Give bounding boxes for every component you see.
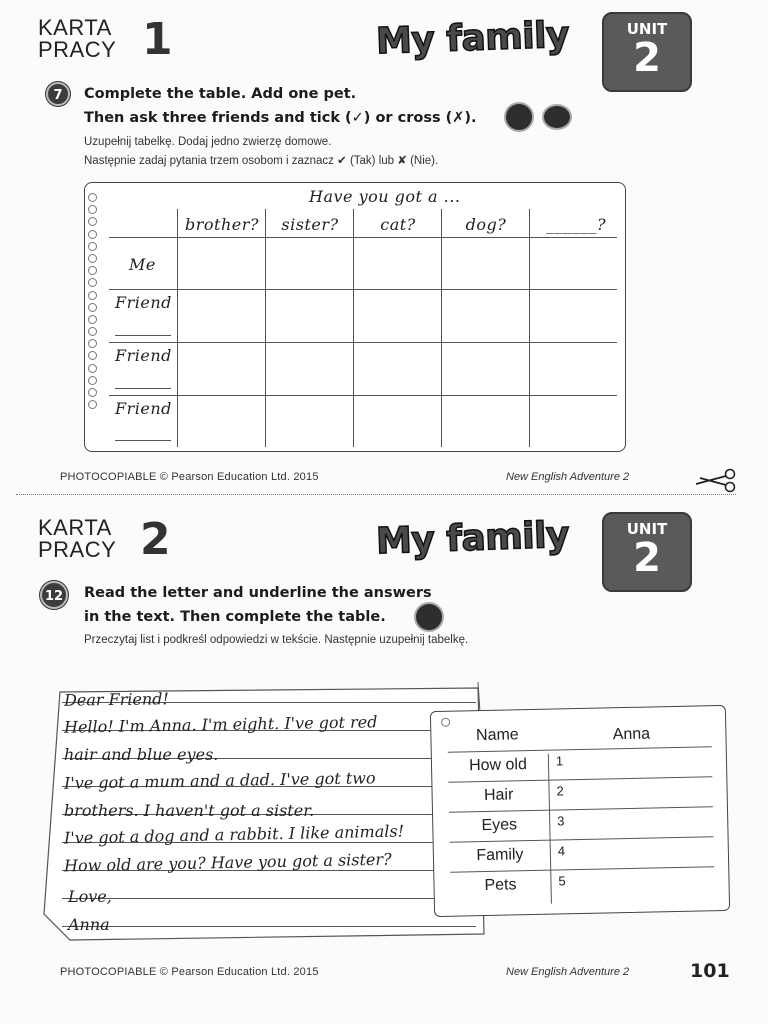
- letter-line-1: Dear Friend!: [63, 689, 170, 710]
- subtext-line-2: Następnie zadaj pytania trzem osobom i zaznacz ✔ (Tak) lub ✘ (Nie).: [84, 155, 439, 167]
- letter-line-9: Anna: [68, 915, 110, 934]
- worksheet-title-2: My family: [375, 514, 570, 563]
- instruction-line-2: Then ask three friends and tick (✓) or cross (✗).: [84, 110, 477, 126]
- column-header-pet-blank: ______?: [545, 215, 607, 234]
- letter-line-8: Love,: [68, 887, 112, 906]
- table-row-hair: Hair: [483, 786, 514, 805]
- table-row-eyes: Eyes: [481, 816, 518, 835]
- speech-bubble-icon: [542, 104, 572, 130]
- instruction-line-1: Complete the table. Add one pet.: [84, 86, 357, 102]
- letter-line-2: Hello! I'm Anna. I'm eight. I've got red: [63, 712, 378, 737]
- card-ring: [441, 718, 450, 727]
- unit-label-2: UNIT: [626, 520, 668, 538]
- instruction-2-line-1: Read the letter and underline the answers: [84, 585, 432, 601]
- row-label-friend-2: Friend: [115, 346, 172, 365]
- letter-line-4: I've got a mum and a dad. I've got two: [63, 768, 376, 793]
- footer-book-title: New English Adventure 2: [506, 471, 630, 483]
- exercise-number: 7: [46, 82, 70, 106]
- table-row-number-2: 2: [556, 783, 564, 799]
- unit-badge-2: [602, 512, 692, 592]
- unit-number-2: 2: [633, 535, 661, 581]
- table-row-number-4: 4: [557, 843, 566, 859]
- table-header-anna: Anna: [612, 725, 651, 744]
- row-label-friend-1: Friend: [115, 293, 172, 312]
- table-heading: Have you got a ...: [309, 187, 461, 206]
- column-header-brother: brother?: [185, 215, 259, 234]
- subtext-2-line-1: Przeczytaj list i podkreśl odpowiedzi w tekście. Następnie uzupełnij tabelkę.: [84, 634, 469, 646]
- exercise-number-2: 12: [40, 581, 68, 609]
- instruction-2-line-2: in the text. Then complete the table.: [84, 609, 386, 625]
- column-header-cat: cat?: [380, 215, 416, 234]
- table-row-pets: Pets: [484, 876, 517, 895]
- table-row-number-5: 5: [558, 873, 566, 889]
- footer-copyright: PHOTOCOPIABLE © Pearson Education Ltd. 2015: [60, 471, 319, 483]
- info-table: [430, 705, 730, 917]
- column-header-dog: dog?: [465, 215, 507, 234]
- letter-line-3: hair and blue eyes.: [64, 745, 219, 764]
- unit-label: UNIT: [626, 20, 668, 38]
- table-row-how-old: How old: [468, 756, 528, 775]
- footer-copyright-2: PHOTOCOPIABLE © Pearson Education Ltd. 2015: [60, 966, 319, 978]
- subtext-line-1: Uzupełnij tabelkę. Dodaj jedno zwierzę domowe.: [84, 136, 332, 148]
- worksheet-number-2: 2: [140, 514, 171, 565]
- worksheet-title: My family: [375, 14, 570, 63]
- letter-line-5: brothers. I haven't got a sister.: [64, 801, 315, 820]
- letter-paper: [40, 682, 486, 944]
- table-row-number-3: 3: [557, 813, 565, 829]
- cut-line: [16, 494, 736, 495]
- pencil-icon-2: [414, 602, 444, 632]
- unit-badge: [602, 12, 692, 92]
- karta-label: KARTA PRACY: [38, 15, 117, 62]
- table-row-number-1: 1: [555, 753, 564, 769]
- row-label-friend-3: Friend: [115, 399, 172, 418]
- pencil-icon: [504, 102, 534, 132]
- worksheet-number: 1: [142, 14, 173, 65]
- letter-line-7: How old are you? Have you got a sister?: [63, 849, 392, 876]
- karta-label-2: KARTA PRACY: [38, 515, 117, 562]
- table-header-name: Name: [475, 726, 519, 745]
- column-header-sister: sister?: [281, 215, 339, 234]
- binder-rings: [88, 193, 100, 409]
- page-number: 101: [690, 960, 730, 982]
- row-label-me: Me: [129, 255, 156, 274]
- survey-table: [84, 182, 626, 452]
- letter-line-6: I've got a dog and a rabbit. I like animals!: [63, 821, 405, 848]
- table-row-family: Family: [476, 846, 524, 865]
- scissors-icon: [694, 466, 738, 494]
- unit-number: 2: [633, 35, 661, 81]
- footer-book-title-2: New English Adventure 2: [506, 966, 630, 978]
